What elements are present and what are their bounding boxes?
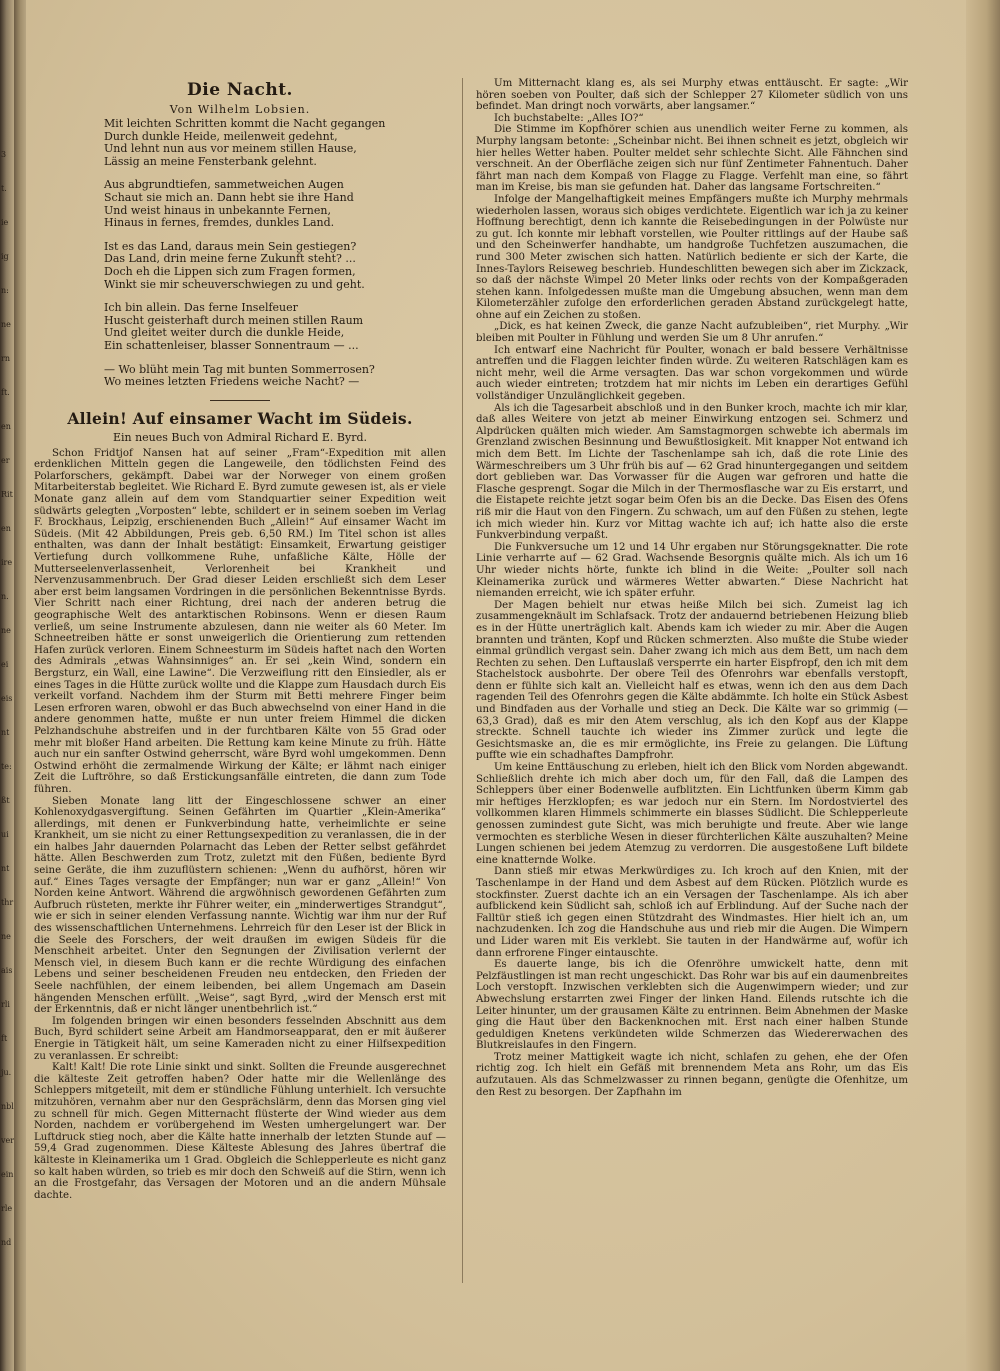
facing-page-fragment: ie — [1, 218, 9, 227]
facing-page-fragment: t. — [1, 184, 7, 193]
article-paragraph: Um Mitternacht klang es, als sei Murphy etwas enttäuscht. Er sagte: „Wir hören soeben von Poulter, daß sich der Schlepper 27 Kilometer südlich von uns befindet. Man dringt noch vorwärts, aber langsamer.“ — [476, 78, 908, 113]
facing-page-fragment: te: — [1, 762, 12, 771]
poem-stanza — [104, 118, 446, 168]
facing-page-fragment: rli — [1, 1000, 10, 1009]
separator-rule — [210, 400, 270, 401]
poem-line: Das Land, drin meine ferne Zukunft steht? ... — [104, 252, 356, 266]
article-paragraph: Ich entwarf eine Nachricht für Poulter, wonach er bald bessere Verhältnisse antreffen und die Flaggen leichter finden würde. Zu weiteren Ratschlägen kam es nicht mehr, weil die Arme versagten. Das war schon vorgekommen und würde auch wieder eintreten; trotzdem hat mir nichts im Leben ein derartiges Gefühl vollständiger Unzulänglichkeit gegeben. — [476, 344, 908, 403]
facing-page-fragment: Rit — [1, 490, 13, 499]
poem-author: Von Wilhelm Lobsien. — [169, 103, 311, 116]
adjacent-page-edge — [0, 0, 14, 1371]
left-column — [34, 80, 446, 1201]
poem-line: Lässig an meine Fensterbank gelehnt. — [104, 154, 317, 168]
facing-page-fragment: ne — [1, 320, 11, 329]
poem-line: — Wo blüht mein Tag mit bunten Sommerrosen? — [104, 362, 375, 376]
article-paragraph: Ich buchstabelte: „Alles IO?“ — [494, 112, 644, 124]
poem-title: Die Nacht. — [187, 80, 293, 100]
article-paragraph: „Dick, es hat keinen Zweck, die ganze Nacht aufzubleiben“, riet Murphy. „Wir bleiben mit Poulter in Fühlung und werden Sie um 8 Uhr anrufen.“ — [476, 321, 908, 345]
article-paragraph: Der Magen behielt nur etwas heiße Milch bei sich. Zumeist lag ich zusammengeknäult im Schlafsack. Trotz der andauernd betriebenen Heizung blieb es in der Hütte unerträglich kalt. Abends kam ich wieder zu mir. Aber die Augen brannten und tränten, Kopf und Rücken schmerzten. Also mußte die Stube wieder einmal gründlich vergast sein. Daher zwang ich mich aus dem Bett, um nach dem Rechten zu sehen. Den Luftauslaß versperrte ein harter Eispfropf, den ich mit dem Stachelstock ausbohrte. Der obere Teil des Ofenrohrs war ebenfalls verstopft, denn er fühlte sich kalt an. Vielleicht half es etwas, wenn ich den aus dem Dach ragenden Teil des Ofenrohrs gegen die Kälte abdämmte. Ich holte ein Stück Asbest und Bindfaden aus der Vorhalle und stieg an Deck. Die Kälte war so grimmig (— 63,3 Grad), daß es mir den Atem verschlug, als ich den Kopf aus der Klappe streckte. Schnell tauchte ich wieder ins Zimmer zurück und legte die Gesichtsmaske an, die es mir ermöglichte, ins Freie zu gelangen. Die Lüftung puffte wie ein schadhaftes Dampfrohr. — [476, 599, 908, 762]
article-paragraph: Die Funkversuche um 12 und 14 Uhr ergaben nur Störungsgeknatter. Die rote Linie verharrte auf — 62 Grad. Wachsende Besorgnis quälte mich. Als ich um 16 Uhr wieder nichts hörte, funkte ich blind in die Weite: „Poulter soll nach Kleinamerika zurück und wärmeres Wetter abwarten.“ Diese Nachricht hat niemanden erreicht, wie ich später erfuhr. — [476, 541, 908, 600]
column-rule — [462, 78, 463, 1283]
facing-page-fragment: ais — [1, 966, 13, 975]
facing-page-fragment: ein — [1, 1170, 14, 1179]
facing-page-fragment: ne — [1, 932, 11, 941]
poem-line: Ich bin allein. Das ferne Inselfeuer — [104, 301, 298, 315]
poem-line: Und gleitet weiter durch die dunkle Heide, — [104, 326, 345, 340]
article-title: Allein! Auf einsamer Wacht im Südeis. — [67, 408, 413, 428]
poem-line: Huscht geisterhaft durch meinen stillen Raum — [104, 313, 364, 327]
page-right-edge — [966, 0, 1000, 1371]
facing-page-fragment: nt — [1, 728, 10, 737]
poem-line: Durch dunkle Heide, meilenweit gedehnt, — [104, 129, 338, 143]
poem-line: Winkt sie mir scheuverschwiegen zu und geht. — [104, 277, 365, 291]
poem-line: Schaut sie mich an. Dann hebt sie ihre Hand — [104, 190, 354, 204]
poem-stanza — [104, 241, 446, 291]
article-paragraph: Dann stieß mir etwas Merkwürdiges zu. Ich kroch auf den Knien, mit der Taschenlampe in der Hand und dem Asbest auf dem Rücken. Plötzlich wurde es stockfinster. Zuerst dachte ich an ein Versagen der Taschenlampe. Als ich aber aufblickend kein Südlicht sah, schloß ich auf Erblindung. Auf der Suche nach der Falltür stieß ich gegen einen Stützdraht des Windmastes. Hier hielt ich an, um nachzudenken. Ich zog die Handschuhe aus und rieb mir die Augen. Die Wimpern und Lider waren mit Eis verklebt. Sie tauten in der Handwärme auf, wofür ich dann erfrorene Finger eintauschte. — [476, 866, 908, 959]
facing-page-fragment: er — [1, 456, 10, 465]
facing-page-fragment: n: — [1, 286, 9, 295]
facing-page-fragment: ft — [1, 1034, 8, 1043]
facing-page-fragment: en — [1, 524, 11, 533]
poem-stanza — [104, 302, 446, 352]
poem-line: Ist es das Land, daraus mein Sein gestiegen? — [104, 239, 357, 253]
right-article-body — [476, 78, 908, 1098]
poem-line: Aus abgrundtiefen, sammetweichen Augen — [104, 178, 344, 192]
poem-line: Mit leichten Schritten kommt die Nacht gegangen — [104, 117, 386, 130]
article-paragraph: Schon Fridtjof Nansen hat auf seiner „Fram“-Expedition mit allen erdenklichen Mitteln gegen die Langeweile, den tödlichsten Feind des Polarforschers, gekämpft. Dabei war der Norweger von einem großen Mitarbeiterstab begleitet. Wie Richard E. Byrd zumute gewesen ist, als er viele Monate ganz allein auf dem vom Standquartier seiner Expedition weit südwärts gelegten „Vorposten“ lebte, schildert er in seinem soeben im Verlag F. Brockhaus, Leipzig, erschienenden Buch „Allein!“ Auf einsamer Wacht im Südeis. (Mit 42 Abbildungen, Preis geb. 6,50 RM.) Im Titel schon ist alles enthalten, was dann der Inhalt bestätigt: Einsamkeit, Erwartung geistiger Vertiefung durch vollkommene Ruhe, unfaßliche Kälte, Hölle der Mutterseelenverlassenheit, Verlorenheit bei Krankheit und Nervenzusammenbruch. Der Grad dieser Leiden erschließt sich dem Leser aber erst beim langsamen Vordringen in die persönlichen Bekenntnisse Byrds. Vier Schritt nach einer Richtung, drei nach der anderen betrug die geographische Welt des antarktischen Robinsons. Wenn er diesen Raum verließ, um seine Instrumente abzulesen, dann nie weiter als 60 Meter. Im Schneetreiben hätte er sonst unweigerlich die Orientierung zum rettenden Hafen zurück verloren. Einem Schneesturm im Südeis haftet nach den Worten des Admirals „etwas Wahnsinniges“ an. Er sei „kein Wind, sondern ein Bergsturz, ein Wall, eine Lawine“. Die Verzweiflung ritt den Einsiedler, als er eines Tages in die Hütte zurück wollte und die Klappe zum Hausdach durch Eis verkeilt vorfand. Nachdem ihm der Sturm mit Betti mehrere Finger beim Lesen erfroren waren, obwohl er das Buch abwechselnd von einer Hand in die andere genommen hatte, mußte er nun unter freiem Himmel die dicken Pelzhandschuhe abstreifen und in der furchtbaren Kälte von 55 Grad oder mehr mit bloßer Hand arbeiten. Die Rettung kam keine Minute zu früh. Hätte auch nur ein sanfter Ostwind geherrscht, wäre Byrd wohl umgekommen. Denn Ostwind erhöht die zermalmende Wirkung der Kälte; er lähmt nach einiger Zeit die Luftröhre, so daß Erstickungsanfälle eintreten, die dann zum Tode führen. — [34, 447, 446, 795]
poem-line: Und weist hinaus in unbekannte Fernen, — [104, 203, 331, 217]
facing-page-fragment: thr — [1, 898, 14, 907]
facing-page-fragment: ßt — [1, 796, 10, 805]
facing-page-fragment: ire — [1, 558, 13, 567]
article-paragraph: Trotz meiner Mattigkeit wagte ich nicht, schlafen zu gehen, ehe der Ofen richtig zog. Ich hielt ein Gefäß mit brennendem Meta ans Rohr, um das Eis aufzutauen. Als das Schmelzwasser zu rinnen begann, genügte die Ofenhitze, um den Rest zu besorgen. Der Zapfhahn im — [476, 1051, 908, 1098]
right-column — [476, 78, 908, 1098]
facing-page-fragment: ei — [1, 660, 9, 669]
poem-line: Und lehnt nun aus vor meinem stillen Hause, — [104, 142, 357, 156]
facing-page-fragment: 3 — [1, 150, 7, 159]
poem-stanza — [104, 364, 446, 389]
left-article-body — [34, 448, 446, 1202]
facing-page-fragment: ft. — [1, 388, 10, 397]
poem-body — [34, 118, 446, 389]
article-paragraph: Infolge der Mangelhaftigkeit meines Empfängers mußte ich Murphy mehrmals wiederholen lassen, woraus sich obiges verdichtete. Eigentlich war ich ja zu keiner Hoffnung berechtigt, denn ich kannte die Reisebedingungen in der Polwüste nur zu gut. Ich konnte mir lebhaft vorstellen, wie Poulter rittlings auf der Haube saß und den Scheinwerfer handhabte, um handgroße Tuchfetzen auszumachen, die rund 300 Meter zwischen sich hatten. Natürlich bediente er sich der Karte, die Innes-Taylors Reiseweg beschrieb. Hundeschlitten bewegen sich aber im Zickzack, so daß der nächste Wimpel 20 Meter links oder rechts von der Kompaßgeraden stehen kann. Infolgedessen mußte man die Umgebung absuchen, wenn man dem Kilometerzähler zufolge den erforderlichen geraden Abstand zurückgelegt hatte, ohne auf ein Zeichen zu stoßen. — [476, 193, 908, 321]
facing-page-fragment: ne — [1, 626, 11, 635]
facing-page-fragment: ver — [1, 1136, 14, 1145]
facing-page-fragment: nbl — [1, 1102, 14, 1111]
article-paragraph: Um keine Enttäuschung zu erleben, hielt ich den Blick vom Norden abgewandt. Schließlich drehte ich mich aber doch um, für den Fall, daß die Lampen des Schleppers über einer Bodenwelle aufblitzten. Ein Lichtfunken überm Kimm gab mir heftiges Herzklopfen; es war jedoch nur ein Stern. Im Nordostviertel des vollkommen klaren Himmels schimmerte ein blasses Südlicht. Die Schlepperleute genossen zumindest gute Sicht, was mich beruhigte und freute. Aber wie lange vermochten es sterbliche Wesen in dieser fürchterlichen Kälte auszuhalten? Meine Lungen schienen bei jedem Atemzug zu verdorren. Die ausgestoßene Luft bildete eine knatternde Wolke. — [476, 762, 908, 866]
facing-page-fragment: en — [1, 422, 11, 431]
facing-page-fragment: n. — [1, 592, 9, 601]
poem-line: Doch eh die Lippen sich zum Fragen formen, — [104, 264, 356, 278]
poem-line: Ein schattenleiser, blasser Sonnentraum — ... — [104, 338, 359, 352]
article-paragraph: Kalt! Kalt! Die rote Linie sinkt und sinkt. Sollten die Freunde ausgerechnet die kälteste Zeit getroffen haben? Oder hatte mir die Wellenlänge des Schleppers mitgeteilt, mit dem er stündliche Fühlung unterhielt. Ich versuchte mitzuhören, vernahm aber nur den Gesprächslärm, denn das Morsen ging viel zu schnell für mich. Gegen Mitternacht flüsterte der Wind wieder aus dem Norden, nachdem er vorübergehend im Westen umhergelungert war. Der Luftdruck stieg noch, aber die Kälte hatte innerhalb der letzten Stunde auf — 59,4 Grad zugenommen. Diese Kälteste Ablesung des Jahres übertraf die kälteste in Kleinamerika um 1 Grad. Obgleich die Schlepperleute es nicht ganz so kalt haben würden, so trieb es mir doch den Schweiß auf die Stirn, wenn ich an die Frostgefahr, das Versagen der Motoren und an die andern Mühsale dachte. — [34, 1062, 446, 1201]
facing-page-fragment: eis — [1, 694, 13, 703]
facing-page-fragment: ui — [1, 830, 9, 839]
article-subtitle: Ein neues Buch von Admiral Richard E. Byrd. — [112, 430, 368, 444]
facing-page-fragment: ig — [1, 252, 9, 261]
facing-page-fragment: rle — [1, 1204, 13, 1213]
facing-page-fragment: nd — [1, 1238, 12, 1247]
article-paragraph: Es dauerte lange, bis ich die Ofenröhre umwickelt hatte, denn mit Pelzfäustlingen ist man recht ungeschickt. Das Rohr war bis auf ein daumenbreites Loch verstopft. Inzwischen verklebten sich die Augenwimpern wieder; und zur Abwechslung erstarrten zwei Finger der linken Hand. Eilends rutschte ich die Leiter hinunter, um der grausamen Kälte zu entrinnen. Beim Abnehmen der Maske ging die Haut über den Backenknochen mit. Erst nach einer halben Stunde geduldigen Knetens verkündeten wilde Schmerzen das Wiedererwachen des Blutkreislaufes in den Fingern. — [476, 959, 908, 1052]
article-paragraph: Die Stimme im Kopfhörer schien aus unendlich weiter Ferne zu kommen, als Murphy langsam betonte: „Scheinbar nicht. Bei ihnen schneit es jetzt, obgleich wir hier helles Wetter haben. Poulter meldet sehr schlechte Sicht. Alle Fähnchen sind verschneit. An der Oberfläche zeigen sich nur fünf Zentimeter Fahnentuch. Daher fährt man nach dem Kompaß von Flagge zu Flagge. Verfehlt man eine, so fährt man im Kreise, bis man sie gefunden hat. Daher das langsame Fortschreiten.“ — [476, 124, 908, 194]
article-paragraph: Als ich die Tagesarbeit abschloß und in den Bunker kroch, machte ich mir klar, daß alles Weitere von jetzt ab meiner Einwirkung entzogen sei. Schmerz und Alpdrücken quälten mich wieder. Am Samstagmorgen schwebte ich abermals im Grenzland zwischen Besinnung und Bewußtlosigkeit. Mit knapper Not entwand ich mich dem Bett. Im Lichte der Taschenlampe sah ich, daß die rote Linie des Wärmeschreibers um 3 Uhr früh bis auf — 62 Grad hinuntergegangen und seitdem dort geblieben war. Das Vorwasser für die Augen war gefroren und hatte die Flasche gesprengt. Sogar die Milch in der Thermosflasche war zu Eis erstarrt, und die Eistapete reichte jetzt sogar beim Ofen bis an die Decke. Das Eisen des Ofens riß mir die Haut von den Fingern. Zu schwach, um auf den Füßen zu stehen, legte ich mich wieder hin. Kurz vor Mittag wachte ich auf; ich hatte also die erste Funkverbindung verpaßt. — [476, 402, 908, 542]
poem-line: Wo meines letzten Friedens weiche Nacht? — — [104, 375, 360, 389]
facing-page-fragment: ju. — [1, 1068, 12, 1077]
facing-page-fragment: rn — [1, 354, 10, 363]
poem-stanza — [104, 179, 446, 229]
article-paragraph: Sieben Monate lang litt der Eingeschlossene schwer an einer Kohlenoxydgasvergiftung. Seinen Gefährten im Quartier „Klein-Amerika“ allerdings, mit denen er Funkverbindung hatte, verheimlichte er seine Krankheit, um sie nicht zu einer Rettungsexpedition zu veranlassen, die in der ein halbes Jahr dauernden Polarnacht das Leben der Retter selbst gefährdet hätte. Allen Beschwerden zum Trotz, zuletzt mit den Füßen, bediente Byrd seine Geräte, die ihm zuzuflüstern schienen: „Wenn du aufhörst, hören wir auf.“ Eines Tages versagte der Empfänger; nun war er ganz „Allein!“ Von Norden keine Antwort. Während die argwöhnisch gewordenen Gefährten zum Aufbruch rüsteten, merkte ihr Führer weiter, ein „minderwertiges Strandgut“, wie er sich in seiner elenden Verfassung nannte. Wichtig war ihm nur der Ruf des wissenschaftlichen Unternehmens. Lehrreich für den Leser ist der Blick in die Seele des Forschers, der weit draußen im ewigen Südeis für die Menschheit arbeitet. Unter den Segnungen der Zivilisation verlernt der Mensch viel, in diesem Buch kann er die rechte Würdigung des einfachen Lebens und seiner bescheidenen Freuden neu entdecken, den Frieden der Seele nachfühlen, der einem leibenden, bei allem Ungemach am Dasein hängenden Menschen erfüllt. „Weise“, sagt Byrd, „wird der Mensch erst mit der Erkenntnis, daß er nicht länger unentbehrlich ist.“ — [34, 795, 446, 1016]
facing-page-fragment: nt — [1, 864, 10, 873]
article-paragraph: Im folgenden bringen wir einen besonders fesselnden Abschnitt aus dem Buch, Byrd schildert seine Arbeit am Handmorseapparat, den er mit äußerer Energie in Tätigkeit hält, um seine Kameraden nicht zu einer Hilfsexpedition zu veranlassen. Er schreibt: — [34, 1015, 446, 1062]
poem-line: Hinaus in fernes, fremdes, dunkles Land. — [104, 216, 335, 230]
